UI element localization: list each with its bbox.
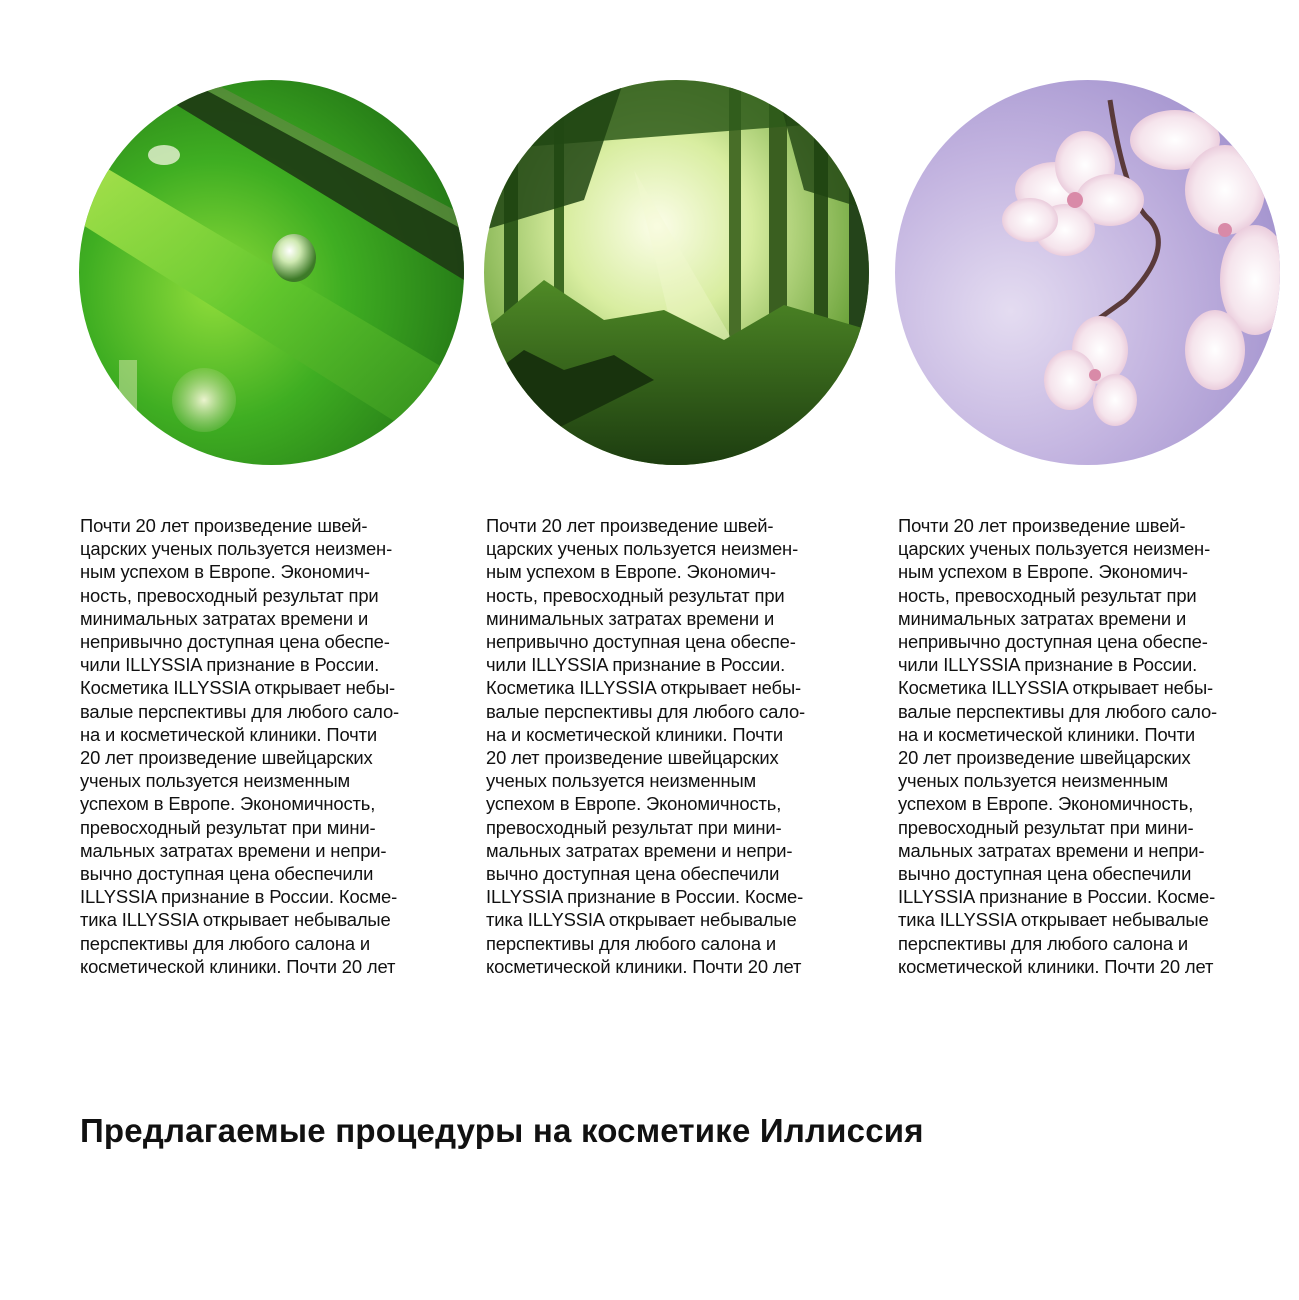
text-line: успехом в Европе. Экономичность, xyxy=(80,793,376,815)
text-line: мальных затратах времени и непри- xyxy=(80,839,387,861)
text-line: ность, превосходный результат при xyxy=(80,584,379,606)
section-heading: Предлагаемые процедуры на косметике Иллиссия xyxy=(80,1112,924,1149)
text-line: тика ILLYSSIA открывает небывалые xyxy=(486,909,797,931)
text-line: тика ILLYSSIA открывает небывалые xyxy=(898,909,1209,931)
text-line: успехом в Европе. Экономичность, xyxy=(486,793,782,815)
text-line: валые перспективы для любого сало- xyxy=(898,700,1217,722)
text-line: на и косметической клиники. Почти xyxy=(898,723,1195,745)
text-line: Почти 20 лет произведение швей- xyxy=(486,515,774,536)
text-line: косметической клиники. Почти 20 лет xyxy=(486,955,802,977)
grass-dewdrop-photo xyxy=(79,80,464,465)
text-line: Почти 20 лет произведение швей- xyxy=(898,515,1186,536)
column-text-3 xyxy=(898,514,1288,978)
text-line: царских ученых пользуется неизмен- xyxy=(898,538,1211,560)
text-line: вычно доступная цена обеспечили xyxy=(898,863,1192,885)
text-line: перспективы для любого салона и xyxy=(80,932,371,954)
text-line: перспективы для любого салона и xyxy=(898,932,1189,954)
text-line: Почти 20 лет произведение швей- xyxy=(80,515,368,536)
text-line: чили ILLYSSIA признание в России. xyxy=(898,654,1198,676)
text-line: валые перспективы для любого сало- xyxy=(80,700,399,722)
text-line: косметической клиники. Почти 20 лет xyxy=(898,955,1214,977)
text-line: вычно доступная цена обеспечили xyxy=(486,863,780,885)
text-line: ILLYSSIA признание в России. Косме- xyxy=(898,886,1216,908)
text-line: ным успехом в Европе. Экономич- xyxy=(486,561,776,583)
text-line: ность, превосходный результат при xyxy=(486,584,785,606)
text-line: вычно доступная цена обеспечили xyxy=(80,863,374,885)
text-line: чили ILLYSSIA признание в России. xyxy=(80,654,380,676)
text-line: ученых пользуется неизменным xyxy=(80,770,351,792)
text-line: мальных затратах времени и непри- xyxy=(486,839,793,861)
text-line: валые перспективы для любого сало- xyxy=(486,700,805,722)
text-line: царских ученых пользуется неизмен- xyxy=(80,538,393,560)
text-line: ILLYSSIA признание в России. Косме- xyxy=(486,886,804,908)
text-line: косметической клиники. Почти 20 лет xyxy=(80,955,396,977)
text-line: мальных затратах времени и непри- xyxy=(898,839,1205,861)
text-line: Косметика ILLYSSIA открывает небы- xyxy=(80,677,395,699)
text-line: на и косметической клиники. Почти xyxy=(80,723,377,745)
text-line: непривычно доступная цена обеспе- xyxy=(898,631,1208,653)
text-line: царских ученых пользуется неизмен- xyxy=(486,538,799,560)
text-line: превосходный результат при мини- xyxy=(80,816,376,838)
text-line: Косметика ILLYSSIA открывает небы- xyxy=(898,677,1213,699)
text-line: ным успехом в Европе. Экономич- xyxy=(80,561,370,583)
text-line: тика ILLYSSIA открывает небывалые xyxy=(80,909,391,931)
text-line: ILLYSSIA признание в России. Косме- xyxy=(80,886,398,908)
text-line: Косметика ILLYSSIA открывает небы- xyxy=(486,677,801,699)
sunlit-forest-photo xyxy=(484,80,869,465)
text-line: превосходный результат при мини- xyxy=(486,816,782,838)
text-line: минимальных затратах времени и xyxy=(898,607,1187,629)
text-line: непривычно доступная цена обеспе- xyxy=(80,631,390,653)
text-line: успехом в Европе. Экономичность, xyxy=(898,793,1194,815)
text-line: минимальных затратах времени и xyxy=(80,607,369,629)
cherry-blossom-photo xyxy=(895,80,1280,465)
text-line: перспективы для любого салона и xyxy=(486,932,777,954)
text-line: минимальных затратах времени и xyxy=(486,607,775,629)
column-text-2 xyxy=(486,514,876,978)
text-line: ным успехом в Европе. Экономич- xyxy=(898,561,1188,583)
text-line: чили ILLYSSIA признание в России. xyxy=(486,654,786,676)
text-line: ученых пользуется неизменным xyxy=(898,770,1169,792)
text-line: превосходный результат при мини- xyxy=(898,816,1194,838)
text-line: ность, превосходный результат при xyxy=(898,584,1197,606)
column-text-1 xyxy=(80,514,470,978)
text-line: на и косметической клиники. Почти xyxy=(486,723,783,745)
text-line: непривычно доступная цена обеспе- xyxy=(486,631,796,653)
text-line: 20 лет произведение швейцарских xyxy=(80,747,373,769)
text-line: 20 лет произведение швейцарских xyxy=(486,747,779,769)
text-line: 20 лет произведение швейцарских xyxy=(898,747,1191,769)
text-line: ученых пользуется неизменным xyxy=(486,770,757,792)
